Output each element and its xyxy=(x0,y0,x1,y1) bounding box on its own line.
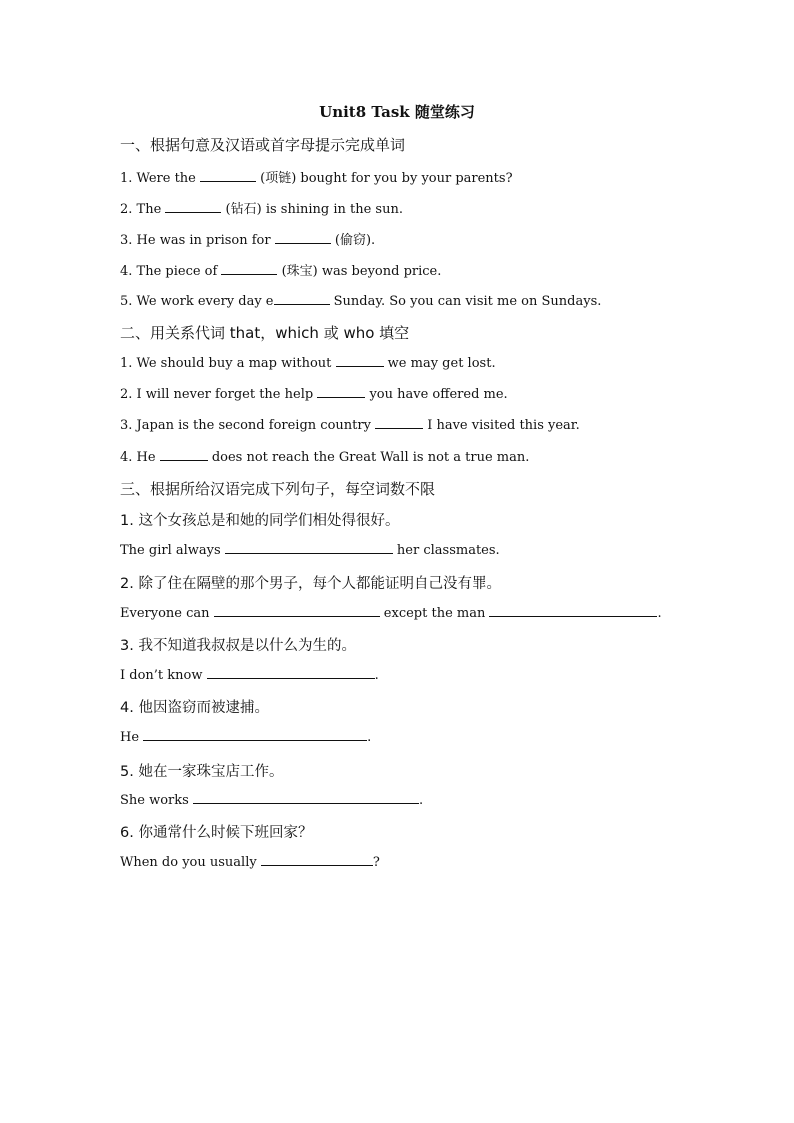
section-3-item-3-english: I don’t know . xyxy=(120,668,379,683)
section-3-item-6-chinese: 6. 你通常什么时候下班回家？ xyxy=(120,825,313,841)
section-1-item-4: 4. The piece of (珠宝) was beyond price. xyxy=(120,264,442,279)
page-title: Unit8 Task 随堂练习 xyxy=(319,103,475,121)
answer-blank[interactable] xyxy=(275,231,331,244)
answer-blank[interactable] xyxy=(317,385,365,398)
section-3-item-3-chinese: 3. 我不知道我叔叔是以什么为生的。 xyxy=(120,638,356,654)
section-2-heading: 二、用关系代词 that，which 或 who 填空 xyxy=(120,324,410,342)
answer-blank[interactable] xyxy=(165,200,221,213)
answer-blank[interactable] xyxy=(375,416,423,429)
section-3-item-2-english: Everyone can except the man . xyxy=(120,606,662,621)
section-1-item-3: 3. He was in prison for (偷窃). xyxy=(120,233,376,248)
answer-blank[interactable] xyxy=(143,728,367,741)
answer-blank[interactable] xyxy=(200,169,256,182)
section-3-item-2-chinese: 2. 除了住在隔壁的那个男子，每个人都能证明自己没有罪。 xyxy=(120,576,501,592)
section-3-item-6-english: When do you usually ? xyxy=(120,855,380,870)
section-2-item-2: 2. I will never forget the help you have offered me. xyxy=(120,387,508,402)
answer-blank[interactable] xyxy=(489,604,657,617)
section-1-item-5: 5. We work every day e Sunday. So you can visit me on Sundays. xyxy=(120,294,602,309)
section-3-item-4-chinese: 4. 他因盗窃而被逮捕。 xyxy=(120,700,269,716)
answer-blank[interactable] xyxy=(160,448,208,461)
section-1-heading: 一、根据句意及汉语或首字母提示完成单词 xyxy=(120,136,406,154)
answer-blank[interactable] xyxy=(225,541,393,554)
answer-blank[interactable] xyxy=(336,354,384,367)
answer-blank[interactable] xyxy=(207,666,375,679)
section-1-item-2: 2. The (钻石) is shining in the sun. xyxy=(120,202,403,217)
section-3-item-5-chinese: 5. 她在一家珠宝店工作。 xyxy=(120,764,284,780)
section-1-item-1: 1. Were the (项链) bought for you by your parents? xyxy=(120,171,513,186)
answer-blank[interactable] xyxy=(261,853,373,866)
section-3-item-5-english: She works . xyxy=(120,793,424,808)
section-2-item-3: 3. Japan is the second foreign country I have visited this year. xyxy=(120,418,580,433)
answer-blank[interactable] xyxy=(193,791,419,804)
section-2-item-1: 1. We should buy a map without we may get lost. xyxy=(120,356,496,371)
answer-blank[interactable] xyxy=(221,262,277,275)
section-3-heading: 三、根据所给汉语完成下列句子，每空词数不限 xyxy=(120,480,436,498)
answer-blank[interactable] xyxy=(214,604,380,617)
answer-blank[interactable] xyxy=(274,292,330,305)
section-3-item-1-english: The girl always her classmates. xyxy=(120,543,500,558)
section-3-item-1-chinese: 1. 这个女孩总是和她的同学们相处得很好。 xyxy=(120,513,400,529)
section-2-item-4: 4. He does not reach the Great Wall is not a true man. xyxy=(120,450,530,465)
section-3-item-4-english: He . xyxy=(120,730,372,745)
